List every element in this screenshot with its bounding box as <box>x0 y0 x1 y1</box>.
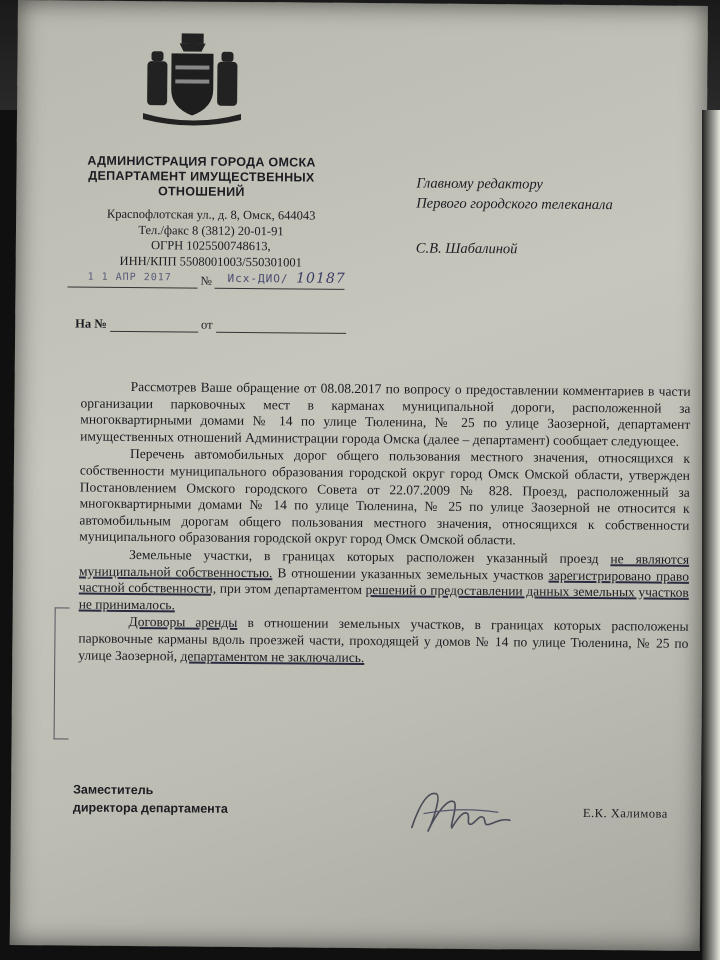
outgoing-number-sign: № <box>200 273 213 288</box>
org-ogrn: ОГРН 1025500748613, <box>150 238 271 254</box>
org-line-3: ОТНОШЕНИЙ <box>157 184 245 199</box>
reference-line <box>75 317 346 334</box>
org-address: Красnoфлотская ул., д. 8, Омск, 644043 <box>106 206 316 223</box>
paragraph-3 <box>79 546 690 618</box>
org-line-1: АДМИНИСТРАЦИЯ ГОРОДА ОМСКА <box>87 153 316 170</box>
signer-title <box>73 781 228 818</box>
org-phone: Тел./факс 8 (3812) 20-01-91 <box>138 222 284 238</box>
org-inn: ИНН/КПП 5508001003/550301001 <box>119 253 302 269</box>
p3-text-c: В отношении указанных земельных участков <box>272 564 549 583</box>
p3-text-e: при этом департаментом <box>216 580 366 598</box>
coat-of-arms-emblem <box>137 29 248 130</box>
p3-underline-2: зарегистрировано право частной собственности, <box>78 567 690 596</box>
signer-title-line-2: директора департамента <box>72 800 228 816</box>
p4-underline-2: департаментом не заключались. <box>180 647 365 665</box>
paragraph-4 <box>78 614 688 669</box>
margin-bracket-mark <box>54 607 70 739</box>
stamp-number <box>228 270 346 287</box>
stamp-number-handwritten: 10187 <box>296 270 346 287</box>
p4-text-b: в отношении земельных участков, в границах которых расположены парковочные карманы вдоль проезжей части, проходящей у домов № 14 по улице Тюленина, № 25 по улице Заозерной, <box>78 615 689 663</box>
letter-body <box>78 379 690 670</box>
addressee-line-1: Главному редактору <box>416 175 543 193</box>
letter-page <box>10 0 708 951</box>
reference-from-label: от <box>201 317 213 332</box>
reference-label: На № <box>75 316 107 331</box>
addressee-name: С.В. Шабалиной <box>415 240 518 258</box>
handwritten-signature <box>406 783 517 844</box>
paragraph-2: Перечень автомобильных дорог общего пользования местного значения, относящихся к собственности муниципального образования городской округ город Омск Омской области, утвержден Постановлением Омского городского Совета от 22.07.2009 № 828. Проезд, расположенный за многоквартирными домами № 14 по улице Тюленина, № 25 по улице Заозерной не относится к автомобильным дорогам общего пользования местного значения, относящихся к собственности муниципального образования городской округ город Омск Омской области. <box>79 446 691 548</box>
stamp-number-printed: Исх-ДИО/ <box>227 271 289 286</box>
desk-edge <box>702 110 720 960</box>
p4-underline-1: Договоры аренды <box>128 614 238 631</box>
p3-text-a: Земельные участки, в границах которых расположен указанный проезд <box>129 546 611 567</box>
paragraph-1: Рассмотрев Ваше обращение от 08.08.2017 по вопросу о предоставлении комментариев в части организации парковочных мест в карманах муниципальной дороги, расположенной за многоквартирными домами № 14 по улице Тюленина, № 25 по улице Заозерной, департамент имущественных отношений Администрации города Омска (далее – департамент) сообщает следующее. <box>80 378 691 449</box>
p3-underline-3: решений о предоставлении данных земельных участков не принималось. <box>78 582 689 613</box>
signer-title-line-1: Заместитель <box>73 782 154 798</box>
org-contacts <box>66 206 357 271</box>
addressee-line-2: Первого городского телеканала <box>416 195 613 214</box>
stamp-date: 1 1 АПР 2017 <box>87 271 172 284</box>
p3-underline-1: не являются муниципальной собственностью. <box>78 551 690 580</box>
organization-name <box>46 153 356 201</box>
addressee-block <box>416 173 613 260</box>
org-line-2: ДЕПАРТАМЕНТ ИМУЩЕСТВЕННЫХ <box>88 168 315 185</box>
signer-name: Е.К. Халимова <box>582 805 668 821</box>
